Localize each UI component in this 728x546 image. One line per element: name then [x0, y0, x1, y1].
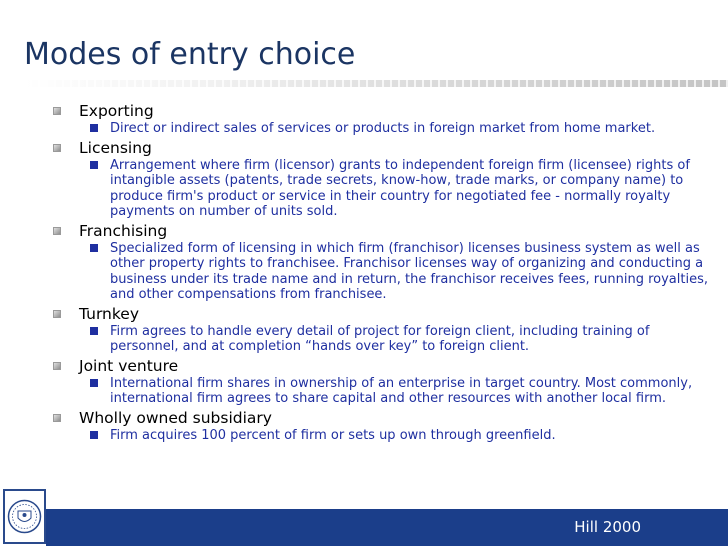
- square-bullet-icon: [53, 107, 61, 115]
- bullet-label: Joint venture: [79, 356, 179, 375]
- bullet-detail: Firm agrees to handle every detail of project for foreign client, including training of personnel, and at completion “hands over key” to foreign client.: [110, 323, 650, 354]
- square-bullet-icon: [90, 431, 98, 439]
- square-bullet-icon: [90, 124, 98, 132]
- bullet-item-licensing: [0, 138, 728, 220]
- title-divider: [24, 80, 728, 87]
- square-bullet-icon: [90, 244, 98, 252]
- bullet-detail: Direct or indirect sales of services or products in foreign market from home market.: [110, 121, 656, 136]
- square-bullet-icon: [53, 414, 61, 422]
- square-bullet-icon: [53, 227, 61, 235]
- footer-credit: Hill 2000: [574, 518, 641, 536]
- square-bullet-icon: [53, 310, 61, 318]
- university-seal-icon: [3, 489, 46, 544]
- bullet-detail: Specialized form of licensing in which firm (franchisor) licenses business system as well as other property rights to franchisee. Franchisor licenses way of organizing and conducting a business under its trade name and in return, the franchisor receives fees, running royalties, and other compensations from franchisee.: [110, 240, 708, 302]
- bullet-item-turnkey: [0, 304, 728, 355]
- square-bullet-icon: [90, 161, 98, 169]
- bullet-item-franchising: [0, 221, 728, 303]
- slide-title: Modes of entry choice: [24, 37, 356, 72]
- square-bullet-icon: [90, 379, 98, 387]
- bullet-item-exporting: [0, 101, 728, 137]
- bullet-label: Turnkey: [79, 304, 139, 323]
- bullet-label: Licensing: [79, 138, 152, 157]
- bullet-label: Wholly owned subsidiary: [79, 408, 272, 427]
- bullet-detail: Arrangement where firm (licensor) grants to independent foreign firm (licensee) rights of intangible assets (patents, trade secrets, know-how, trade marks, or company name) to produce firm's product or service in their country for negotiated fee - normally royalty payments on number of units sold.: [110, 157, 690, 219]
- square-bullet-icon: [90, 327, 98, 335]
- square-bullet-icon: [53, 144, 61, 152]
- bullet-label: Exporting: [79, 102, 154, 120]
- bullet-detail: Firm acquires 100 percent of firm or sets up own through greenfield.: [110, 427, 556, 443]
- bullet-item-wholly-owned-subsidiary: [0, 408, 728, 444]
- footer-bar: [46, 509, 728, 546]
- bullet-item-joint-venture: [0, 356, 728, 407]
- bullet-label: Franchising: [79, 221, 168, 240]
- bullet-detail: International firm shares in ownership of an enterprise in target country. Most commonly, international firm agrees to share capital and other resources with another local firm.: [110, 375, 693, 406]
- square-bullet-icon: [53, 362, 61, 370]
- bullet-list: [0, 101, 728, 444]
